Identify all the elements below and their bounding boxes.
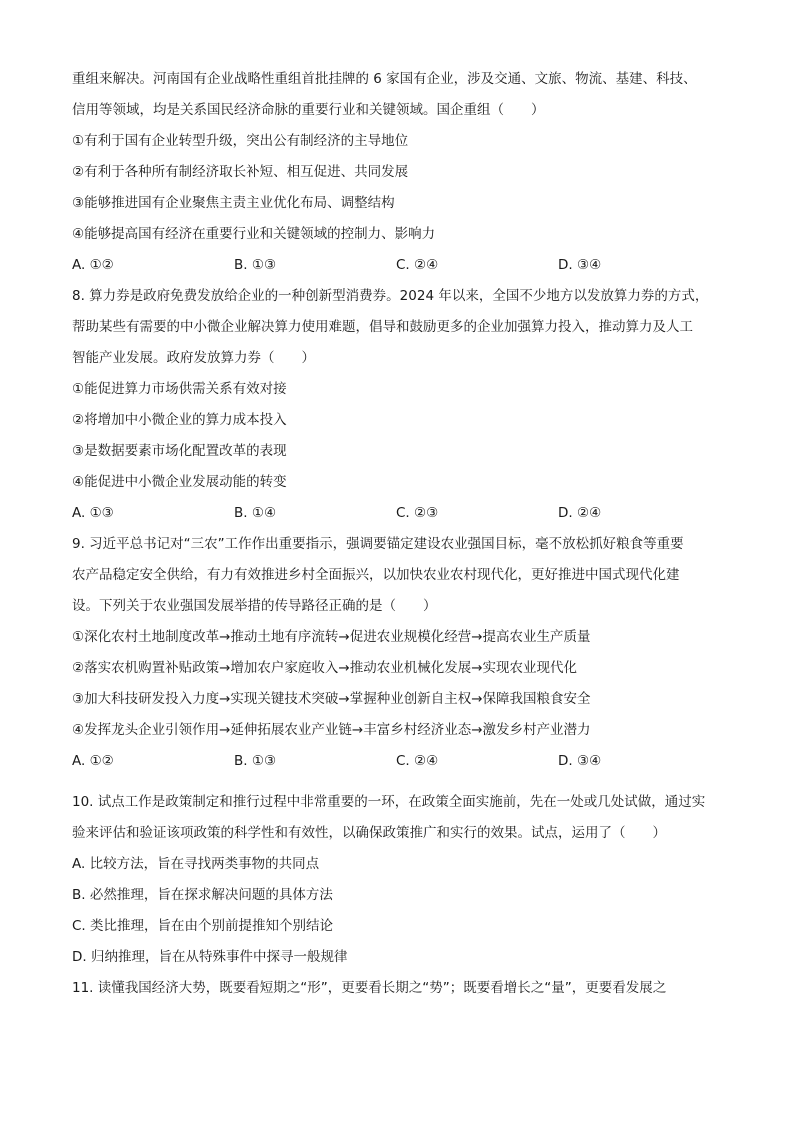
question-stem-line: 10. 试点工作是政策制定和推行过程中非常重要的一环，在政策全面实施前，先在一处或几处试做，通过实 [72, 794, 706, 810]
option-a: A. ①② [72, 753, 114, 769]
statement-line: ④发挥龙头企业引领作用→延伸拓展农业产业链→丰富乡村经济业态→激发乡村产业潜力 [72, 722, 591, 738]
option-d: D. ③④ [558, 753, 602, 769]
question-9 [72, 529, 722, 777]
question-8 [72, 281, 722, 529]
question-stem-line: 9. 习近平总书记对“三农”工作作出重要指示，强调要锚定建设农业强国目标，毫不放松抓好粮食等重要 [72, 536, 684, 552]
question-7 [72, 64, 722, 281]
option-b: B. ①③ [234, 257, 277, 273]
statement-line: ③是数据要素市场化配置改革的表现 [72, 443, 287, 459]
option-c: C. ②④ [396, 257, 439, 273]
option-a: A. ①② [72, 257, 114, 273]
answer-options [72, 250, 722, 281]
question-11 [72, 973, 722, 1004]
option-b: B. ①④ [234, 505, 277, 521]
document-page [72, 64, 722, 1004]
answer-options [72, 498, 722, 529]
option-c: C. ②③ [396, 505, 439, 521]
choice-c: C. 类比推理，旨在由个别前提推知个别结论 [72, 918, 334, 934]
question-stem-line: 农产品稳定安全供给，有力有效推进乡村全面振兴，以加快农业农村现代化，更好推进中国式现代化建 [72, 567, 680, 583]
statement-line: ①能促进算力市场供需关系有效对接 [72, 381, 287, 397]
statement-line: ③能够推进国有企业聚焦主责主业优化布局、调整结构 [72, 195, 395, 211]
choice-a: A. 比较方法，旨在寻找两类事物的共同点 [72, 856, 320, 872]
answer-options [72, 746, 722, 777]
option-b: B. ①③ [234, 753, 277, 769]
question-stem-line: 8. 算力券是政府免费发放给企业的一种创新型消费券。2024 年以来，全国不少地方以发放算力券的方式， [72, 288, 709, 304]
question-stem-line: 11. 读懂我国经济大势，既要看短期之“形”，更要看长期之“势”；既要看增长之“量”，更要看发展之 [72, 980, 667, 996]
statement-line: ④能够提高国有经济在重要行业和关键领域的控制力、影响力 [72, 226, 436, 242]
statement-line: ④能促进中小微企业发展动能的转变 [72, 474, 287, 490]
question-10 [72, 787, 722, 973]
statement-line: ①深化农村土地制度改革→推动土地有序流转→促进农业规模化经营→提高农业生产质量 [72, 629, 591, 645]
option-d: D. ③④ [558, 257, 602, 273]
question-stem-line: 智能产业发展。政府发放算力券（ ） [72, 350, 315, 366]
question-stem-line: 信用等领域，均是关系国民经济命脉的重要行业和关键领域。国企重组（ ） [72, 102, 545, 118]
spacer [72, 777, 722, 787]
question-stem-line: 设。下列关于农业强国发展举措的传导路径正确的是（ ） [72, 598, 437, 614]
question-stem-line: 重组来解决。河南国有企业战略性重组首批挂牌的 6 家国有企业，涉及交通、文旅、物流、基建、科技、 [72, 71, 697, 87]
statement-line: ②有利于各种所有制经济取长补短、相互促进、共同发展 [72, 164, 409, 180]
statement-line: ①有利于国有企业转型升级，突出公有制经济的主导地位 [72, 133, 409, 149]
option-a: A. ①③ [72, 505, 114, 521]
statement-line: ③加大科技研发投入力度→实现关键技术突破→掌握种业创新自主权→保障我国粮食安全 [72, 691, 591, 707]
question-stem-line: 验来评估和验证该项政策的科学性和有效性，以确保政策推广和实行的效果。试点，运用了（ ） [72, 825, 666, 841]
statement-line: ②将增加中小微企业的算力成本投入 [72, 412, 287, 428]
question-stem-line: 帮助某些有需要的中小微企业解决算力使用难题，倡导和鼓励更多的企业加强算力投入，推动算力及人工 [72, 319, 693, 335]
statement-line: ②落实农机购置补贴政策→增加农户家庭收入→推动农业机械化发展→实现农业现代化 [72, 660, 578, 676]
option-d: D. ②④ [558, 505, 602, 521]
option-c: C. ②④ [396, 753, 439, 769]
choice-b: B. 必然推理，旨在探求解决问题的具体方法 [72, 887, 333, 903]
choice-d: D. 归纳推理，旨在从特殊事件中探寻一般规律 [72, 949, 348, 965]
